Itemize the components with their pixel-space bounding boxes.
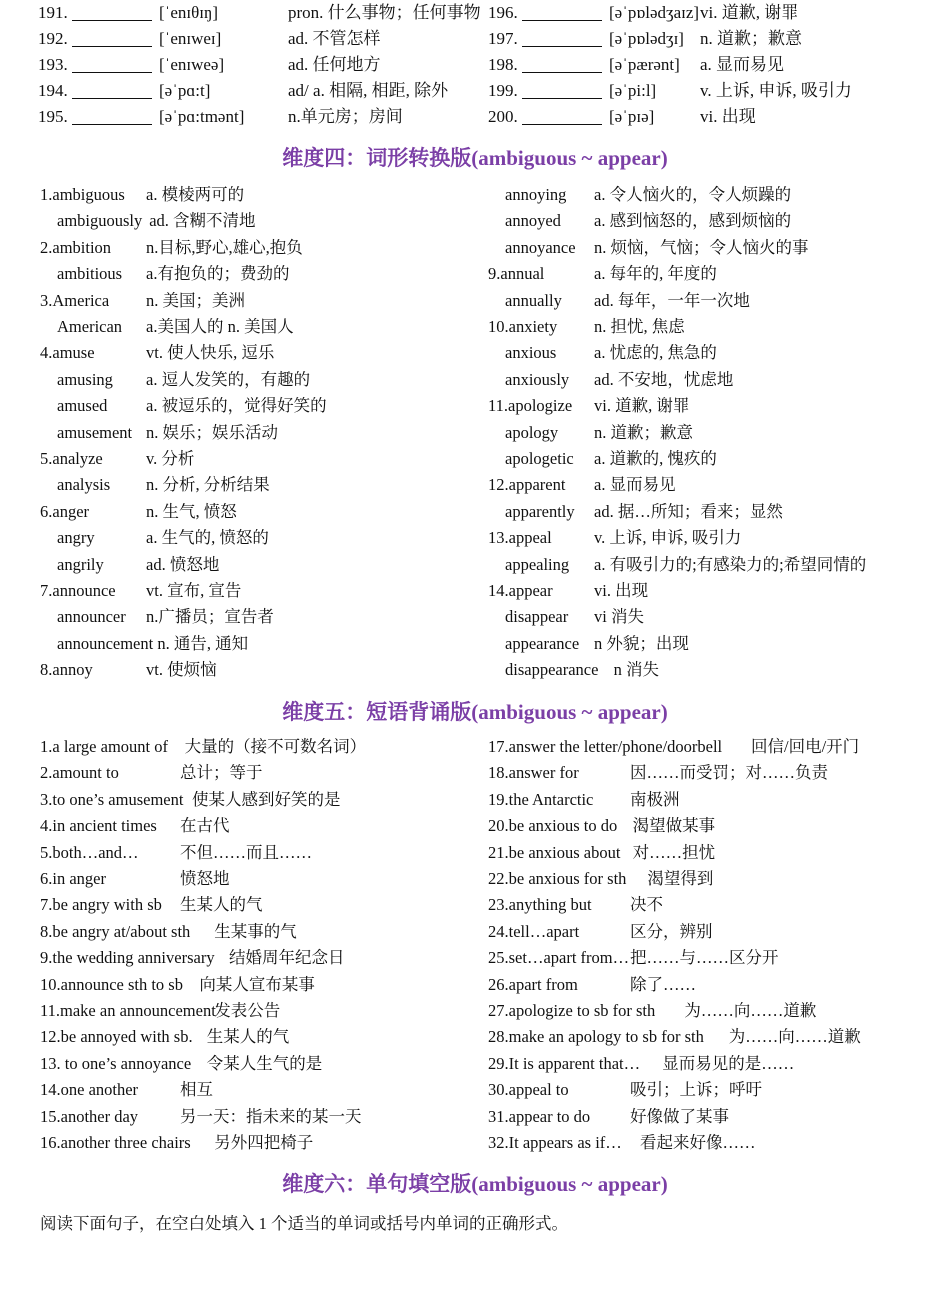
definition: a.有抱负的；费劲的 — [146, 264, 290, 284]
phrase-row — [488, 972, 928, 998]
item-number: 192. — [38, 29, 68, 48]
word: 1.ambiguous — [40, 185, 125, 204]
vocab-row — [38, 104, 478, 130]
phrase-row — [488, 840, 928, 866]
phrase-row — [40, 1130, 480, 1156]
phrase-meaning: 愤怒地 — [180, 869, 230, 888]
phrase-meaning: 对……担忧 — [632, 842, 716, 862]
word-form-row — [488, 393, 928, 419]
answer-blank[interactable] — [522, 5, 602, 21]
word: angry — [57, 528, 95, 548]
word: ambiguously — [57, 211, 143, 231]
word: anxious — [505, 343, 557, 363]
word: 10.anxiety — [488, 317, 558, 336]
phrase-row — [488, 998, 928, 1024]
word-form-row — [505, 340, 928, 366]
phrase-meaning: 令某人生气的是 — [206, 1053, 323, 1073]
definition: ad. 含糊不清地 — [149, 211, 256, 231]
word: annually — [505, 290, 562, 310]
phrase: 32.It appears as if… — [488, 1133, 622, 1152]
word-form-row — [505, 235, 928, 261]
word-form-row — [57, 525, 480, 551]
phrase-meaning: 向某人宣布某事 — [199, 974, 315, 994]
word: annoyance — [505, 237, 576, 257]
phrase: 6.in anger — [40, 869, 106, 888]
definition: a.美国人的 n. 美国人 — [146, 317, 294, 336]
section6-title: 维度六：单句填空版(ambiguous ~ appear) — [282, 1172, 668, 1196]
word-form-row — [57, 261, 480, 287]
definition: a. 令人恼火的，令人烦躁的 — [594, 185, 792, 204]
word-form-row — [57, 393, 480, 419]
answer-blank[interactable] — [522, 31, 602, 47]
phrase-row — [40, 734, 480, 760]
phrase-meaning: 吸引；上诉；呼吁 — [630, 1080, 762, 1100]
phrase: 17.answer the letter/phone/doorbell — [488, 737, 723, 756]
definition: vi. 出现 — [594, 581, 649, 600]
phonetic: [əˈpɪə] — [609, 107, 655, 126]
phrase-row — [40, 840, 480, 866]
word: 9.annual — [488, 264, 545, 284]
phonetic: [əˈpɑ:tmənt] — [159, 107, 245, 126]
word: apology — [505, 422, 559, 442]
item-number: 196. — [488, 3, 518, 22]
definition: n.广播员；宣告者 — [146, 607, 274, 627]
phrase-row — [488, 1024, 928, 1050]
answer-blank[interactable] — [522, 83, 602, 99]
word: apologetic — [505, 449, 574, 468]
word: 12.apparent — [488, 475, 566, 495]
phrase: 7.be angry with sb — [40, 895, 162, 915]
meaning: ad. 不管怎样 — [288, 29, 381, 48]
phrase-row — [488, 945, 928, 971]
phrase: 16.another three chairs — [40, 1133, 191, 1152]
phrase: 21.be anxious about — [488, 842, 621, 862]
phrase-meaning: 不但……而且…… — [180, 842, 312, 862]
definition: a. 有吸引力的;有感染力的;希望同情的 — [594, 554, 867, 574]
word-form-row — [40, 340, 480, 366]
phrase: 14.one another — [40, 1080, 139, 1100]
phrase-meaning: 渴望得到 — [647, 869, 714, 888]
vocab-row — [488, 78, 928, 104]
word-form-row — [40, 182, 480, 208]
phrase-meaning: 另一天：指未来的某一天 — [180, 1106, 362, 1126]
word: 4.amuse — [40, 343, 95, 363]
vocab-row — [38, 78, 478, 104]
meaning: vi. 道歉, 谢罪 — [700, 3, 799, 22]
word-form-row — [488, 314, 928, 340]
word: 3.America — [40, 290, 110, 310]
phonetic: [əˈpi:l] — [609, 81, 657, 100]
answer-blank[interactable] — [72, 5, 152, 21]
phonetic: [ˈenɪweɪ] — [159, 29, 222, 48]
phrase-row — [40, 998, 480, 1024]
word: appealing — [505, 554, 570, 574]
phrase-row — [40, 866, 480, 892]
phrase-row — [40, 972, 480, 998]
phrase: 18.answer for — [488, 763, 579, 783]
phonetic: [əˈpɒlədʒaɪz] — [609, 3, 700, 22]
word: 2.ambition — [40, 237, 112, 257]
phrase-row — [40, 1104, 480, 1130]
vocab-row — [38, 0, 481, 26]
word: amusement — [57, 422, 133, 442]
phrase-row — [488, 892, 928, 918]
phrase: 5.both…and… — [40, 842, 139, 862]
phrase: 24.tell…apart — [488, 921, 580, 941]
word: analysis — [57, 475, 111, 495]
phrase-meaning: 发表公告 — [214, 1001, 281, 1020]
definition: vt. 使烦恼 — [146, 660, 217, 680]
vocab-row — [488, 26, 928, 52]
word-form-row — [505, 604, 928, 630]
definition: a. 每年的, 年度的 — [594, 264, 717, 284]
phrase-row — [40, 919, 480, 945]
word: disappear — [505, 607, 569, 627]
meaning: ad. 任何地方 — [288, 55, 381, 74]
answer-blank[interactable] — [72, 31, 152, 47]
word: 13.appeal — [488, 528, 552, 548]
word: annoyed — [505, 211, 561, 231]
word-form-row — [57, 314, 480, 340]
phrase-meaning: 因……而受罚；对……负责 — [630, 763, 828, 783]
word-form-row — [505, 631, 928, 657]
meaning: a. 显而易见 — [700, 55, 785, 74]
definition: ad. 据…所知；看来；显然 — [594, 501, 783, 521]
definition: n. 生气, 愤怒 — [146, 501, 237, 521]
word-form-row — [488, 525, 928, 551]
phrase-meaning: 南极洲 — [630, 789, 680, 809]
word-form-row — [57, 552, 480, 578]
phrase: 25.set…apart from… — [488, 948, 630, 968]
phrase: 30.appeal to — [488, 1080, 569, 1100]
word-form-row — [40, 446, 480, 472]
phrase-meaning: 在古代 — [180, 816, 230, 836]
answer-blank[interactable] — [72, 109, 152, 125]
word-form-row — [505, 499, 928, 525]
definition: n. 分析, 分析结果 — [146, 475, 270, 495]
word: 11.apologize — [488, 396, 573, 416]
definition: a. 生气的, 愤怒的 — [146, 528, 269, 548]
phrase: 31.appear to do — [488, 1106, 591, 1126]
word-form-row — [40, 288, 480, 314]
word-form-row — [505, 208, 928, 234]
word-form-row — [40, 578, 480, 604]
phrase-row — [40, 760, 480, 786]
definition: ad. 愤怒地 — [146, 554, 220, 574]
phrase-meaning: 好像做了某事 — [630, 1106, 729, 1126]
section6-instruction: 阅读下面句子，在空白处填入 1 个适当的单词或括号内单词的正确形式。 — [40, 1214, 568, 1233]
word: 7.announce — [40, 581, 116, 600]
vocab-row — [488, 52, 928, 78]
item-number: 200. — [488, 107, 518, 126]
word-form-row — [505, 288, 928, 314]
phrase: 1.a large amount of — [40, 737, 168, 756]
word-form-row — [488, 578, 928, 604]
phonetic: [ˈenɪθɪŋ] — [159, 3, 219, 22]
word: angrily — [57, 554, 104, 574]
phrase-meaning: 除了…… — [630, 974, 696, 994]
phrase-row — [488, 734, 928, 760]
phrase-row — [40, 945, 480, 971]
vocab-row — [38, 52, 478, 78]
word-form-row — [505, 552, 928, 578]
definition: n. 美国；美洲 — [146, 290, 245, 310]
word-form-row — [505, 446, 928, 472]
phrase: 10.announce sth to sb — [40, 974, 183, 994]
word: ambitious — [57, 264, 123, 284]
word-form-row — [40, 235, 480, 261]
phrase-row — [488, 866, 928, 892]
answer-blank[interactable] — [522, 109, 602, 125]
phrase-meaning: 生某事的气 — [214, 921, 297, 941]
definition: a. 模棱两可的 — [146, 185, 245, 204]
phrase: 12.be annoyed with sb. — [40, 1027, 193, 1047]
phonetic: [ˈenɪweə] — [159, 55, 225, 74]
phrase-meaning: 生某人的气 — [180, 895, 263, 915]
definition: v. 分析 — [146, 449, 195, 468]
answer-blank[interactable] — [72, 83, 152, 99]
word: disappearance — [505, 660, 599, 680]
word: announcer — [57, 607, 126, 627]
definition: v. 上诉, 申诉, 吸引力 — [594, 528, 742, 548]
phrase: 29.It is apparent that… — [488, 1053, 641, 1073]
definition: n. 道歉；歉意 — [594, 422, 693, 442]
phrase-meaning: 总计；等于 — [180, 763, 263, 783]
word-form-row — [505, 420, 928, 446]
phrase-row — [40, 1051, 480, 1077]
phrase: 28.make an apology to sb for sth — [488, 1027, 704, 1047]
phrase-row — [488, 1077, 928, 1103]
phrase: 22.be anxious for sth — [488, 869, 627, 888]
phrase: 11.make an announcement — [40, 1001, 216, 1020]
word: American — [57, 317, 123, 336]
phonetic: [əˈpɒlədʒɪ] — [609, 29, 684, 48]
phrase-row — [488, 760, 928, 786]
definition: n 外貌；出现 — [594, 633, 689, 653]
phrase-row — [488, 1104, 928, 1130]
word: 6.anger — [40, 501, 90, 521]
word: amused — [57, 396, 108, 416]
phrase-row — [40, 787, 480, 813]
definition: a. 逗人发笑的，有趣的 — [146, 369, 311, 389]
phrase-meaning: 显而易见的是…… — [662, 1053, 795, 1073]
phrase-row — [488, 919, 928, 945]
definition: a. 道歉的, 愧疚的 — [594, 449, 717, 468]
phrase: 8.be angry at/about sth — [40, 921, 191, 941]
phrase-meaning: 看起来好像…… — [640, 1133, 756, 1152]
phrase: 2.amount to — [40, 763, 119, 783]
item-number: 194. — [38, 81, 68, 100]
phrase-meaning: 结婚周年纪念日 — [229, 948, 345, 968]
phrase: 23.anything but — [488, 895, 592, 915]
word-form-row — [57, 604, 480, 630]
phrase-row — [488, 1051, 928, 1077]
phrase-meaning: 另外四把椅子 — [214, 1133, 314, 1152]
phrase: 26.apart from — [488, 974, 578, 994]
word: apparently — [505, 501, 575, 521]
word: announcement — [57, 633, 154, 653]
phrase-row — [40, 1024, 480, 1050]
definition: a. 被逗乐的，觉得好笑的 — [146, 396, 327, 416]
phrase-meaning: 渴望做某事 — [632, 816, 716, 836]
word-form-row — [40, 657, 480, 683]
vocab-row — [38, 26, 478, 52]
definition: n. 烦恼，气恼；令人恼火的事 — [594, 237, 809, 257]
word-form-row — [505, 182, 928, 208]
word: 8.annoy — [40, 660, 93, 680]
phrase-meaning: 生某人的气 — [206, 1027, 290, 1047]
definition: ad. 每年，一年一次地 — [594, 290, 750, 310]
word: anxiously — [505, 369, 570, 389]
word-form-row — [40, 499, 480, 525]
phrase-row — [40, 813, 480, 839]
phonetic: [əˈpærənt] — [609, 55, 680, 74]
phrase-meaning: 使某人感到好笑的是 — [192, 789, 341, 809]
definition: a. 感到恼怒的，感到烦恼的 — [594, 211, 792, 231]
meaning: n.单元房；房间 — [288, 107, 403, 126]
phrase: 15.another day — [40, 1106, 139, 1126]
word-form-row — [488, 472, 928, 498]
phrase-row — [488, 1130, 928, 1156]
item-number: 193. — [38, 55, 68, 74]
definition: a. 忧虑的, 焦急的 — [594, 343, 717, 363]
phrase-meaning: 相互 — [180, 1080, 213, 1100]
phrase-meaning: 为……向……道歉 — [684, 1001, 817, 1020]
word-form-row — [57, 208, 480, 234]
word-form-row — [57, 367, 480, 393]
phrase-meaning: 把……与……区分开 — [630, 948, 779, 968]
item-number: 191. — [38, 3, 68, 22]
word: appearance — [505, 633, 580, 653]
definition: n. 娱乐；娱乐活动 — [146, 422, 278, 442]
section5-title: 维度五：短语背诵版(ambiguous ~ appear) — [282, 700, 668, 724]
definition: vt. 使人快乐, 逗乐 — [146, 343, 275, 363]
word-form-row — [57, 472, 480, 498]
phrase: 13. to one’s annoyance — [40, 1053, 192, 1073]
section4-title: 维度四：词形转换版(ambiguous ~ appear) — [282, 146, 668, 170]
definition: vt. 宣布, 宣告 — [146, 581, 242, 600]
definition: n 消失 — [613, 660, 659, 680]
phrase: 9.the wedding anniversary — [40, 948, 215, 968]
item-number: 197. — [488, 29, 518, 48]
phrase-meaning: 为……向……道歉 — [728, 1027, 861, 1047]
definition: vi. 道歉, 谢罪 — [594, 396, 690, 416]
phrase-meaning: 决不 — [630, 895, 663, 915]
phrase: 4.in ancient times — [40, 816, 157, 836]
phrase: 27.apologize to sb for sth — [488, 1001, 656, 1020]
word-form-row — [57, 420, 480, 446]
phrase-row — [488, 813, 928, 839]
word: amusing — [57, 369, 113, 389]
item-number: 198. — [488, 55, 518, 74]
phrase: 19.the Antarctic — [488, 789, 594, 809]
vocab-row — [488, 0, 928, 26]
word-form-row — [57, 631, 480, 657]
phonetic: [əˈpɑ:t] — [159, 81, 211, 100]
definition: n. 担忧, 焦虑 — [594, 317, 685, 336]
definition: n.目标,野心,雄心,抱负 — [146, 237, 303, 257]
phrase: 3.to one’s amusement — [40, 789, 184, 809]
phrase-meaning: 大量的（接不可数名词） — [184, 737, 367, 756]
phrase-meaning: 区分，辨别 — [630, 921, 713, 941]
word-form-row — [505, 367, 928, 393]
definition: n. 通告, 通知 — [157, 633, 249, 653]
phrase-row — [40, 892, 480, 918]
answer-blank[interactable] — [522, 57, 602, 73]
word: 14.appear — [488, 581, 553, 600]
meaning: vi. 出现 — [700, 107, 756, 126]
word-form-row — [505, 657, 928, 683]
meaning: n. 道歉；歉意 — [700, 29, 802, 48]
vocab-row — [488, 104, 928, 130]
meaning: ad/ a. 相隔, 相距, 除外 — [288, 81, 449, 100]
phrase-row — [40, 1077, 480, 1103]
definition: vi 消失 — [594, 607, 644, 627]
phrase: 20.be anxious to do — [488, 816, 618, 836]
word: annoying — [505, 185, 567, 204]
definition: a. 显而易见 — [594, 475, 676, 495]
phrase-row — [488, 787, 928, 813]
meaning: pron. 什么事物；任何事物 — [288, 3, 481, 22]
meaning: v. 上诉, 申诉, 吸引力 — [700, 81, 852, 100]
item-number: 195. — [38, 107, 68, 126]
definition: ad. 不安地，忧虑地 — [594, 369, 734, 389]
word: 5.analyze — [40, 449, 103, 468]
item-number: 199. — [488, 81, 518, 100]
answer-blank[interactable] — [72, 57, 152, 73]
word-form-row — [488, 261, 928, 287]
phrase-meaning: 回信/回电/开门 — [751, 737, 860, 756]
